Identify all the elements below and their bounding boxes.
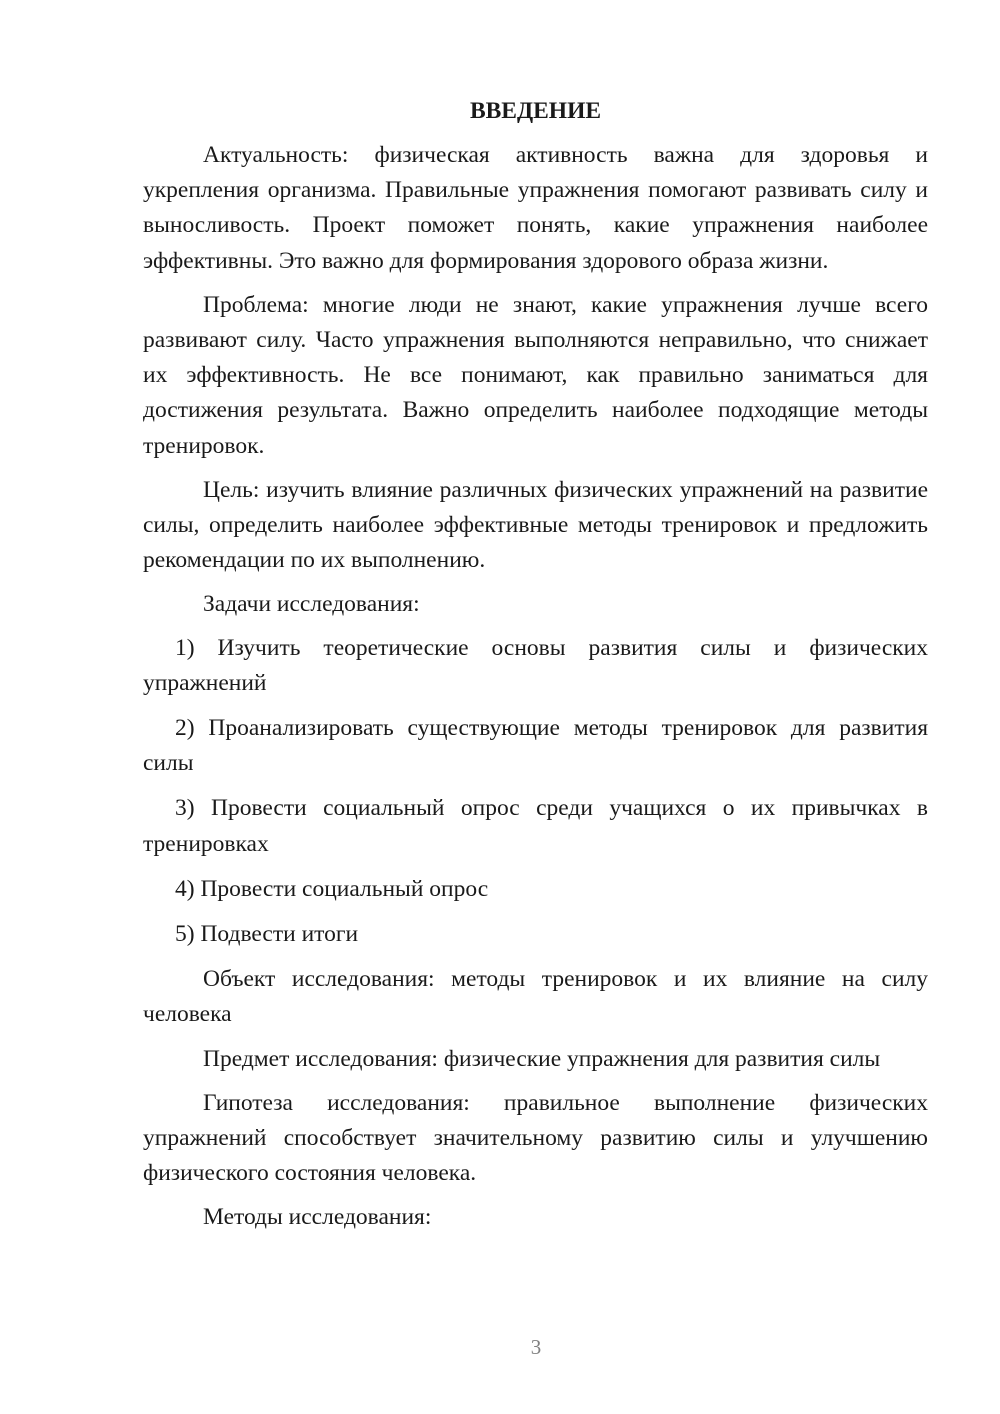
paragraph-problem: Проблема: многие люди не знают, какие упражнения лучше всего развивают силу. Часто упражнения выполняются неправильно, что снижает их эффективность. Не все понимают, как правильно заниматься для достижения результата. Важно определить наиболее подходящие методы тренировок.: [143, 291, 928, 459]
page-title: ВВЕДЕНИЕ: [469, 98, 602, 124]
paragraph-hypothesis: Гипотеза исследования: правильное выполнение физических упражнений способствует значительному развитию силы и улучшению физического состояния человека.: [143, 1089, 928, 1187]
paragraph-relevance: Актуальность: физическая активность важна для здоровья и укрепления организма. Правильные упражнения помогают развивать силу и выносливость. Проект поможет понять, какие упражнения наиболее эффективны. Это важно для формирования здорового образа жизни.: [143, 142, 928, 274]
methods-heading: Методы исследования:: [203, 1204, 432, 1231]
page-number: 3: [530, 1335, 542, 1359]
paragraph-object: Объект исследования: методы тренировок и их влияние на силу человека: [143, 966, 928, 1028]
task-item: 5) Подвести итоги: [175, 921, 359, 948]
task-item: 2) Проанализировать существующие методы тренировок для развития силы: [143, 715, 928, 777]
document-page: [143, 96, 928, 1245]
paragraph-subject: Предмет исследования: физические упражнения для развития силы: [203, 1045, 881, 1072]
paragraph-goal: Цель: изучить влияние различных физических упражнений на развитие силы, определить наиболее эффективные методы тренировок и предложить рекомендации по их выполнению.: [143, 476, 928, 574]
tasks-heading: Задачи исследования:: [203, 591, 420, 618]
task-item: 3) Провести социальный опрос среди учащихся о их привычках в тренировках: [143, 795, 928, 857]
task-item: 1) Изучить теоретические основы развития силы и физических упражнений: [143, 634, 928, 696]
task-item: 4) Провести социальный опрос: [175, 875, 489, 902]
